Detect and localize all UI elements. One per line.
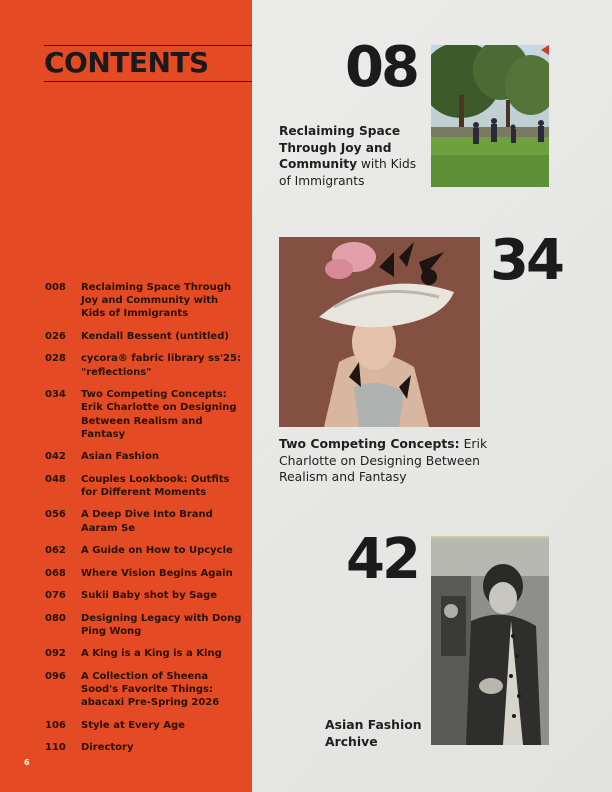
toc-page-number: 080 [45,612,66,624]
toc-entry[interactable] [45,670,245,710]
toc-title: Where Vision Begins Again [81,567,233,579]
toc-title: A Deep Dive Into Brand Aaram Se [81,509,213,534]
toc-title: A Guide on How to Upcycle [81,545,233,557]
toc-title: A Collection of Sheena Sood's Favorite Things: abacaxi Pre-Spring 2026 [81,670,220,709]
toc-entry[interactable] [45,450,245,463]
table-of-contents [45,281,245,764]
feature-34-title-rest: Erik Charlotte on Designing Between Realism and Fantasy [279,436,488,484]
toc-title: Sukii Baby shot by Sage [81,590,218,602]
toc-title: Designing Legacy with Dong Ping Wong [81,612,242,637]
toc-page-number: 056 [45,509,66,521]
feature-34-title-bold: Two Competing Concepts: [279,436,460,451]
feature-caption-08 [279,123,429,189]
toc-title: A King is a King is a King [81,648,222,660]
feature-caption-34 [279,436,499,486]
toc-page-number: 106 [45,719,66,731]
toc-entry[interactable] [45,544,245,557]
photo-kids-playing-park [431,45,549,187]
page-title: CONTENTS [44,46,209,79]
toc-page-number: 042 [45,451,66,463]
toc-title: Couples Lookbook: Outfits for Different Moments [81,473,230,498]
feature-caption-42: Asian Fashion Archive [325,717,422,749]
header-rule-bottom [44,81,252,82]
toc-title: Asian Fashion [81,451,159,463]
toc-title: Kendall Bessent (untitled) [81,330,229,342]
toc-page-number: 028 [45,353,66,365]
toc-page-number: 034 [45,389,66,401]
toc-page-number: 076 [45,590,66,602]
toc-entry[interactable] [45,330,245,343]
photo-archival-woman-sewing [431,536,549,745]
feature-08-title-bold: Reclaiming Space Through Joy and Community [279,124,401,171]
toc-page-number: 110 [45,742,66,754]
toc-page-number: 096 [45,670,66,682]
feature-number-42: 42 [346,527,418,592]
toc-entry[interactable] [45,589,245,602]
toc-page-number: 008 [45,282,66,293]
toc-title: cycora® fabric library ss'25: "reflections" [81,353,241,378]
toc-title: Style at Every Age [81,719,185,731]
toc-entry[interactable] [45,612,245,638]
toc-page-number: 092 [45,648,66,660]
toc-page-number: 068 [45,567,66,579]
toc-entry[interactable] [45,388,245,441]
toc-title: Reclaiming Space Through Joy and Community with Kids of Immigrants [81,282,232,320]
toc-entry[interactable] [45,281,245,321]
feature-number-34: 34 [490,228,562,293]
photo-model-white-hat [279,237,480,427]
feature-08-title-rest: with Kids of Immigrants [279,157,417,188]
toc-entry[interactable] [45,719,245,732]
toc-entry[interactable] [45,741,245,754]
toc-entry[interactable] [45,647,245,660]
toc-title: Two Competing Concepts: Erik Charlotte on Designing Between Realism and Fantasy [81,389,237,440]
toc-title: Directory [81,742,134,754]
toc-entry[interactable] [45,508,245,534]
feature-number-08: 08 [345,35,417,100]
toc-page-number: 048 [45,473,66,485]
toc-entry[interactable] [45,473,245,499]
toc-page-number: 026 [45,330,66,342]
toc-entry[interactable] [45,567,245,580]
toc-entry[interactable] [45,352,245,378]
page-number: 6 [24,758,30,767]
toc-page-number: 062 [45,545,66,557]
